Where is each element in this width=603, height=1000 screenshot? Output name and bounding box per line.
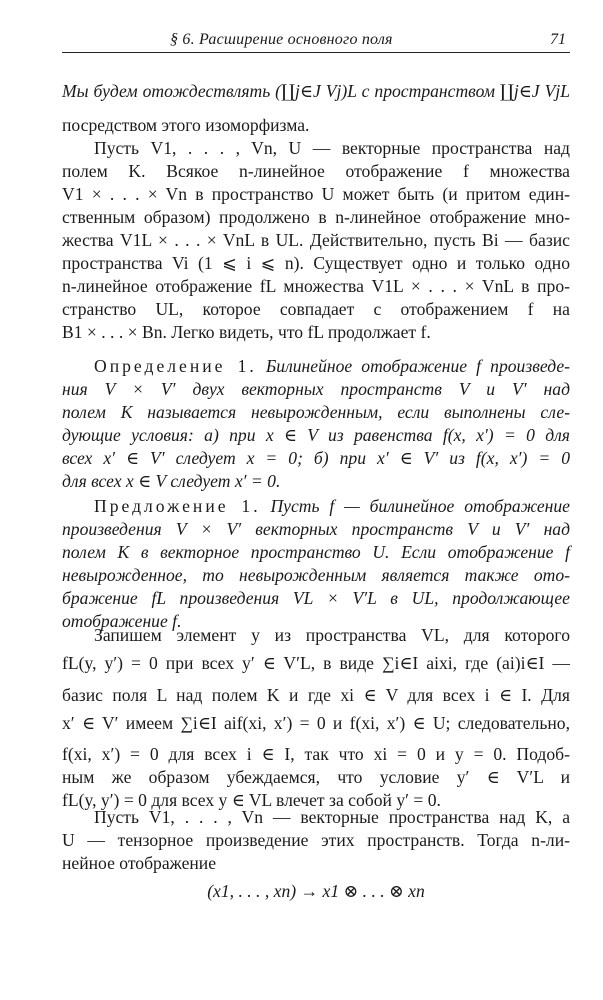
text-line: B1 × . . . × Bn. Легко видеть, что fL продолжает f. bbox=[62, 322, 431, 342]
text-line: дующие условия: а) при x ∈ V из равенства f(x, x′) = 0 для bbox=[62, 425, 570, 445]
text-line: ния V × V′ двух векторных пространств V и V′ над bbox=[62, 379, 570, 399]
definition-text: Билинейное отображение f произведе- bbox=[265, 356, 571, 376]
text-line: нейное отображение bbox=[62, 853, 217, 873]
text-line: странство UL, которое совпадает с отображением f на bbox=[62, 299, 570, 319]
proposition-line bbox=[62, 495, 570, 517]
text-line: жества V1L × . . . × VnL в UL. Действительно, пусть Bi — базис bbox=[62, 230, 570, 250]
definition-label: Определение 1. bbox=[94, 356, 257, 376]
text-line: Запишем элемент y из пространства VL, для которого bbox=[94, 625, 570, 645]
text-line: Мы будем отождествлять (∐j∈J Vj)L с пространством ∐j∈J VjL bbox=[62, 81, 570, 101]
text-line: ным же образом убеждаемся, что условие y′ ∈ V′L и bbox=[62, 767, 570, 787]
text-line: U — тензорное произведение этих пространств. Тогда n-ли- bbox=[62, 830, 570, 850]
proposition-label: Предложение 1. bbox=[94, 496, 261, 516]
text-line: полем K. Всякое n-линейное отображение f множества bbox=[62, 161, 570, 181]
running-header bbox=[62, 30, 570, 53]
section-title: § 6. Расширение основного поля bbox=[170, 31, 393, 48]
text-line: fL(y, y′) = 0 при всех y′ ∈ V′L, в виде ∑i∈I aixi, где (ai)i∈I — bbox=[62, 653, 570, 673]
text-line: n-линейное отображение fL множества V1L × . . . × VnL в про- bbox=[62, 276, 570, 296]
text-line: полем K в векторное пространство U. Если отображение f bbox=[62, 542, 570, 562]
text-line: полем K называется невырожденным, если выполнены сле- bbox=[62, 402, 570, 422]
text-line: fL(y, y′) = 0 для всех y ∈ VL влечет за собой y′ = 0. bbox=[62, 790, 441, 810]
text-line: x′ ∈ V′ имеем ∑i∈I aif(xi, x′) = 0 и f(xi, x′) ∈ U; следовательно, bbox=[62, 713, 570, 733]
text-line: f(xi, x′) = 0 для всех i ∈ I, так что xi = 0 и y = 0. Подоб- bbox=[62, 744, 570, 764]
text-line: Пусть V1, . . . , Vn, U — векторные пространства над bbox=[94, 138, 570, 158]
text-line: всех x′ ∈ V′ следует x = 0; б) при x′ ∈ V′ из f(x, x′) = 0 bbox=[62, 448, 570, 468]
text-line: посредством этого изоморфизма. bbox=[62, 115, 310, 135]
proposition-text: Пусть f — билинейное отображение bbox=[270, 496, 570, 516]
text-line: Пусть V1, . . . , Vn — векторные пространства над K, а bbox=[94, 807, 570, 827]
text-line: для всех x ∈ V следует x′ = 0. bbox=[62, 471, 281, 491]
formula-line: (x1, . . . , xn) → x1 ⊗ . . . ⊗ xn bbox=[207, 881, 425, 901]
definition-line bbox=[62, 355, 570, 377]
text-line: бражение fL произведения VL × V′L в UL, продолжающее bbox=[62, 588, 570, 608]
text-line: отображение f. bbox=[62, 611, 182, 631]
text-line: V1 × . . . × Vn в пространство U может быть (и притом един- bbox=[62, 184, 570, 204]
text-line: пространства Vi (1 ⩽ i ⩽ n). Существует одно и только одно bbox=[62, 253, 570, 273]
text-line: ственным образом) продолжено в n-линейное отображение мно- bbox=[62, 207, 570, 227]
text-line: базис поля L над полем K и где xi ∈ V для всех i ∈ I. Для bbox=[62, 685, 570, 705]
text-line: произведения V × V′ векторных пространств V и V′ над bbox=[62, 519, 570, 539]
text-line: невырожденное, то невырожденным является также ото- bbox=[62, 565, 570, 585]
page-number: 71 bbox=[550, 31, 566, 48]
